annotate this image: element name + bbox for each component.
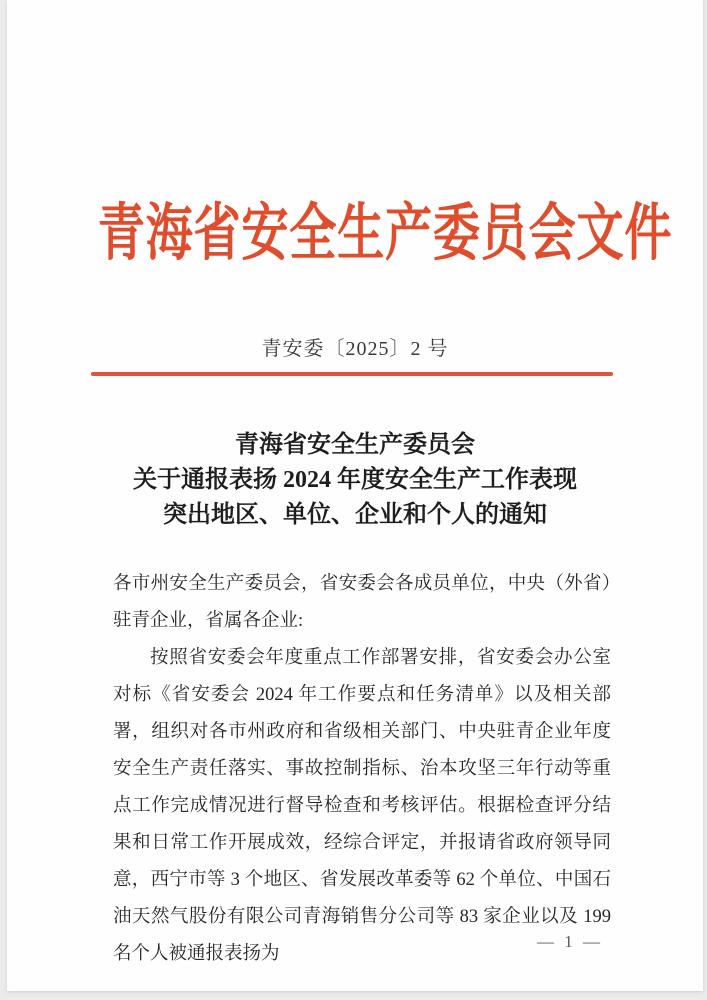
document-body <box>113 566 611 973</box>
letterhead-banner <box>7 200 703 268</box>
document-title-line-3: 突出地区、单位、企业和个人的通知 <box>163 502 547 528</box>
letterhead-banner-text: 青海省安全生产委员会文件 <box>97 200 673 268</box>
salutation-paragraph: 各市州安全生产委员会，省安委会各成员单位，中央（外省）驻青企业，省属各企业: <box>113 574 611 631</box>
red-separator-line <box>91 372 613 376</box>
document-number: 青安委〔2025〕2 号 <box>261 338 449 360</box>
document-title <box>7 428 703 533</box>
page-number: — 1 — <box>537 932 603 951</box>
document-title-line-2: 关于通报表扬 2024 年度安全生产工作表现 <box>133 467 577 493</box>
body-paragraph: 按照省安委会年度重点工作部署安排，省安委会办公室对标《省安委会 2024 年工作要点和任务清单》以及相关部署，组织对各市州政府和省级相关部门、中央驻青企业年度安全生产责任落实、事故控制指标、治本攻坚三年行动等重点工作完成情况进行督导检查和考核评估。根据检查评分结果和日常工作开展成效，经综合评定，并报请省政府领导同意，西宁市等 3 个地区、省发展改革委等 62 个单位、中国石油天然气股份有限公司青海销售分公司等 83 家企业以及 199 名个人被通报表扬为 <box>113 648 611 964</box>
document-title-line-1: 青海省安全生产委员会 <box>235 432 475 458</box>
document-page <box>7 0 703 991</box>
